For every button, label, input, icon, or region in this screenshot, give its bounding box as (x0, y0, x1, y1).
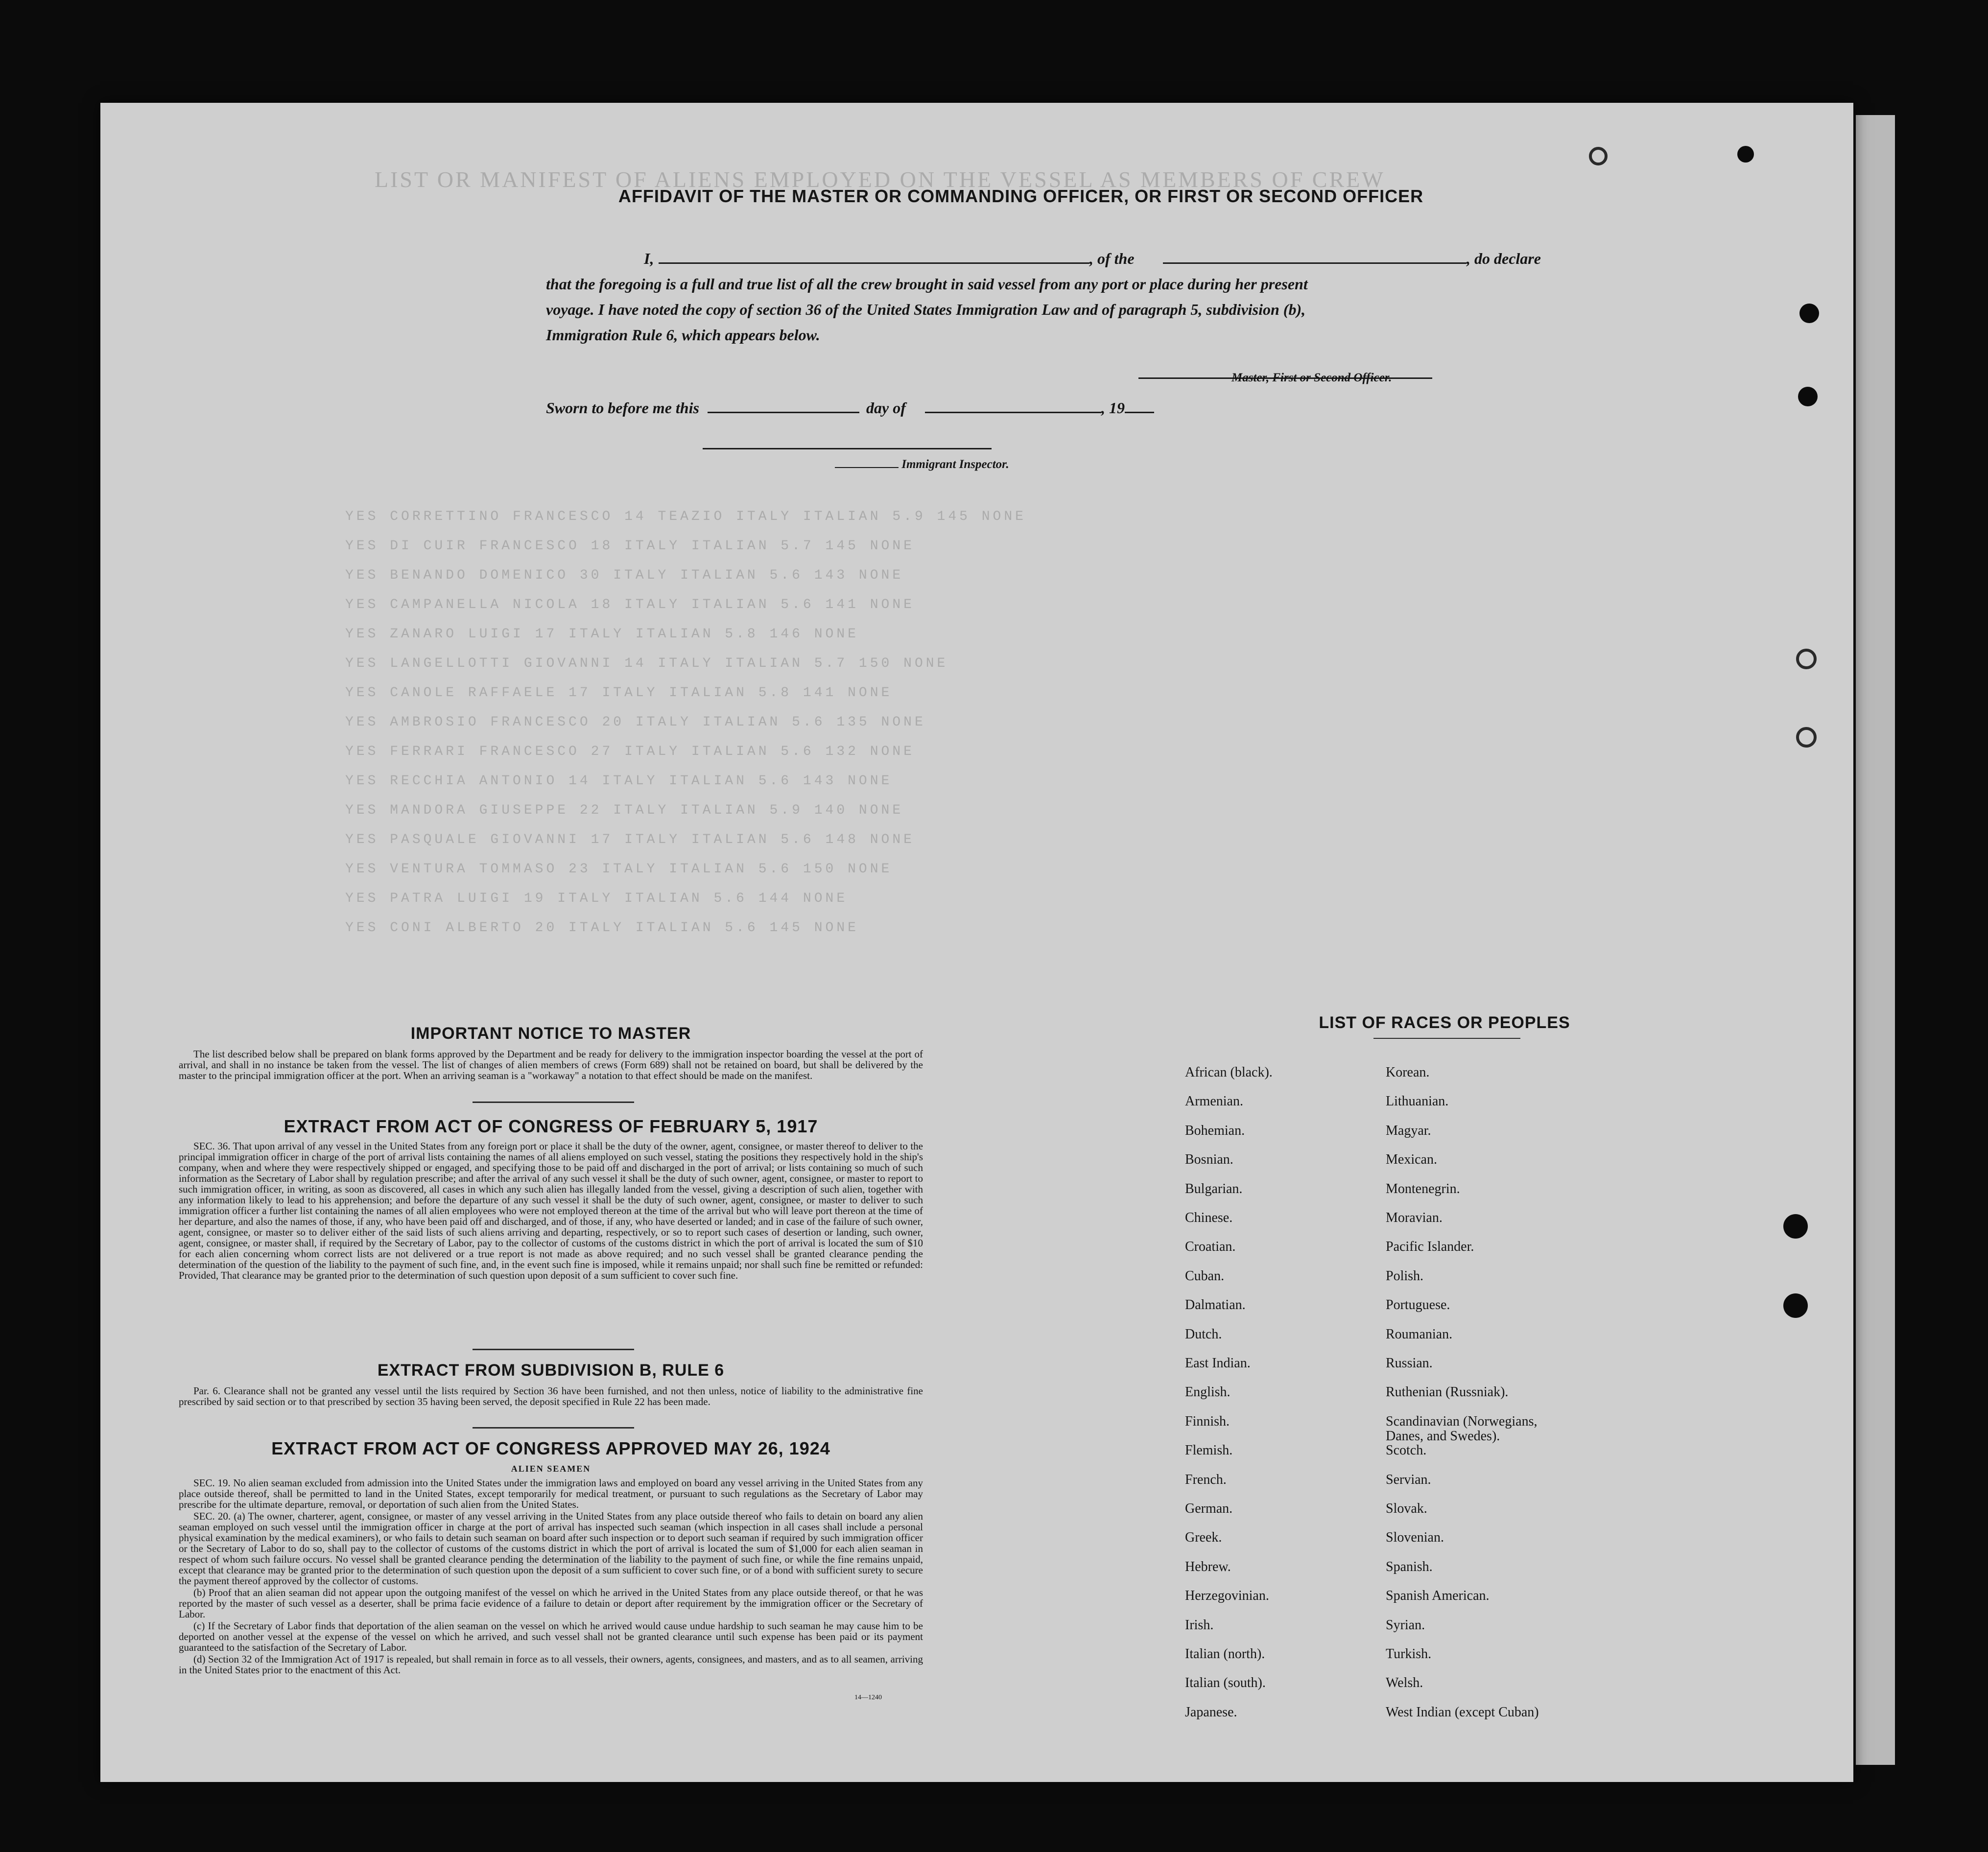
punch-hole (1783, 1293, 1808, 1318)
manifest-page (100, 103, 1853, 1782)
inspector-caption (835, 458, 1009, 471)
race-item: French. (1185, 1472, 1227, 1487)
race-item: Japanese. (1185, 1704, 1237, 1720)
bleed-through-row: YES PASQUALE GIOVANNI 17 ITALY ITALIAN 5.6 148 NONE (345, 832, 915, 847)
inspector-caption-text: Immigrant Inspector. (901, 458, 1009, 471)
inspector-signature-line[interactable] (703, 443, 992, 449)
races-underline (1373, 1038, 1520, 1039)
race-item: German. (1185, 1501, 1233, 1516)
divider-2 (473, 1349, 634, 1350)
race-item: Turkish. (1386, 1646, 1432, 1662)
affidavit-line-4: Immigration Rule 6, which appears below. (546, 326, 820, 344)
extract-1924-sec20b: (b) Proof that an alien seaman did not appear upon the outgoing manifest of the vessel on which he arrived in the United States from any place outside thereof, or that he was reported by the master of such vessel as a deserter, shall be prima facie evidence of a failure to detain or deport after requirement by the immigration officer or the Secretary of Labor. (179, 1587, 923, 1620)
extract-1924-sec20c: (c) If the Secretary of Labor finds that deportation of the alien seaman on the vessel on which he arrived would cause undue hardship to such seaman he may cause him to be deported on another vessel at the expense of the vessel on which he arrived, and such vessel shall not be granted clearance until such expense has been paid or its payment guaranteed to the satisfaction of the Secretary of Labor. (179, 1620, 923, 1653)
affidavit-line-3: voyage. I have noted the copy of section 36 of the United States Immigration Law and of paragraph 5, subdivision (b), (546, 301, 1306, 318)
affidavit-line-2: that the foregoing is a full and true list of all the crew brought in said vessel from any port or place during her present (546, 275, 1308, 293)
race-item: Armenian. (1185, 1094, 1243, 1109)
extract-1924-body (179, 1477, 923, 1676)
sworn-line (546, 399, 1154, 417)
race-item: Polish. (1386, 1268, 1424, 1284)
bleed-through-row: YES CORRETTINO FRANCESCO 14 TEAZIO ITALY ITALIAN 5.9 145 NONE (345, 509, 1026, 524)
race-item: Roumanian. (1386, 1326, 1453, 1342)
bleed-through-row: YES VENTURA TOMMASO 23 ITALY ITALIAN 5.6 150 NONE (345, 862, 893, 877)
race-item: Herzegovinian. (1185, 1588, 1269, 1604)
race-item: Moravian. (1386, 1210, 1443, 1225)
race-item: East Indian. (1185, 1356, 1251, 1371)
affidavit-of-the: , of the (1089, 250, 1135, 267)
race-item: Portuguese. (1386, 1297, 1450, 1313)
sworn-day-of: day of (866, 399, 906, 417)
race-item: Slovak. (1386, 1501, 1427, 1516)
race-item: Welsh. (1386, 1675, 1423, 1691)
punch-hole (1796, 727, 1817, 748)
extract-1917-body (179, 1141, 923, 1282)
notice-body-text: The list described below shall be prepared on blank forms approved by the Department and be ready for delivery to the immigration inspector boarding the vessel at the port of arrival, and shall in no instance be taken from the vessel. The list of changes of alien members of crews (Form 689) shall not be retained on board, but shall be delivered by the master to the principal immigration officer at the port. When an arriving seaman is a "workaway" a notation to that effect should be made on the manifest. (179, 1048, 923, 1081)
extract-1917-heading: EXTRACT FROM ACT OF CONGRESS OF FEBRUARY 5, 1917 (284, 1116, 818, 1136)
bleed-through-row: YES CANOLE RAFFAELE 17 ITALY ITALIAN 5.8 141 NONE (345, 685, 893, 701)
race-item: Irish. (1185, 1617, 1214, 1633)
race-item: Slovenian. (1386, 1530, 1444, 1546)
sworn-text: Sworn to before me this (546, 399, 699, 417)
affidavit-i: I, (644, 250, 654, 267)
race-item: Spanish American. (1386, 1588, 1490, 1604)
affidavit-heading: AFFIDAVIT OF THE MASTER OR COMMANDING OFFICER, OR FIRST OR SECOND OFFICER (618, 186, 1424, 206)
race-item: Mexican. (1386, 1152, 1437, 1168)
race-item: West Indian (except Cuban) (1386, 1704, 1539, 1720)
sworn-year-field[interactable] (1125, 399, 1154, 413)
race-item: Korean. (1386, 1065, 1430, 1080)
race-item: Bulgarian. (1185, 1181, 1243, 1196)
extract-rule6-heading: EXTRACT FROM SUBDIVISION B, RULE 6 (377, 1361, 725, 1380)
race-item: Chinese. (1185, 1210, 1233, 1225)
affidavit-line-1 (546, 250, 1555, 268)
race-item: Greek. (1185, 1530, 1222, 1546)
inspector-caption-rule (835, 460, 899, 468)
races-heading: LIST OF RACES OR PEOPLES (1319, 1013, 1570, 1032)
affidavit-declare: , do declare (1467, 250, 1541, 267)
bleed-through-row: YES ZANARO LUIGI 17 ITALY ITALIAN 5.8 146 NONE (345, 627, 859, 642)
race-item: English. (1185, 1384, 1231, 1400)
vessel-name-field[interactable] (1163, 250, 1467, 264)
extract-1924-sec19: SEC. 19. No alien seaman excluded from admission into the United States under the immigration laws and employed on board any vessel arriving in the United States from any place outside thereof, shall be permitted to land in the United States, except temporarily for medical treatment, or pursuant to such regulations as the Secretary of Labor may prescribe for the ultimate departure, removal, or deportation of such alien from the United States. (179, 1477, 923, 1510)
sworn-month-field[interactable] (925, 399, 1101, 413)
bleed-through-row: YES FERRARI FRANCESCO 27 ITALY ITALIAN 5.6 132 NONE (345, 744, 915, 759)
race-item: Spanish. (1386, 1559, 1433, 1574)
bleed-through-row: YES AMBROSIO FRANCESCO 20 ITALY ITALIAN 5.6 135 NONE (345, 715, 926, 730)
race-item: Croatian. (1185, 1239, 1236, 1255)
notice-heading: IMPORTANT NOTICE TO MASTER (410, 1024, 691, 1043)
affiant-name-field[interactable] (659, 250, 1089, 264)
race-item: Finnish. (1185, 1413, 1230, 1429)
bleed-through-row: YES PATRA LUIGI 19 ITALY ITALIAN 5.6 144 NONE (345, 891, 848, 906)
punch-hole (1796, 649, 1817, 669)
bleed-through-row: YES CAMPANELLA NICOLA 18 ITALY ITALIAN 5.6 141 NONE (345, 597, 915, 612)
race-item: Italian (south). (1185, 1675, 1266, 1691)
race-item: Bosnian. (1185, 1152, 1233, 1168)
race-item: African (black). (1185, 1065, 1273, 1080)
bleed-through-row: YES RECCHIA ANTONIO 14 ITALY ITALIAN 5.6 143 NONE (345, 774, 893, 789)
sworn-year-prefix: , 19 (1101, 399, 1125, 417)
extract-1924-heading: EXTRACT FROM ACT OF CONGRESS APPROVED MAY 26, 1924 (271, 1438, 830, 1458)
punch-hole (1783, 1214, 1808, 1239)
sworn-day-field[interactable] (708, 399, 859, 413)
race-item: Scandinavian (Norwegians, (1386, 1413, 1538, 1429)
punch-hole (1737, 146, 1754, 163)
race-item: Montenegrin. (1386, 1181, 1460, 1196)
race-item: Magyar. (1386, 1123, 1431, 1138)
bleed-through-row: YES BENANDO DOMENICO 30 ITALY ITALIAN 5.6 143 NONE (345, 568, 904, 583)
divider-1 (473, 1102, 634, 1103)
race-item: Ruthenian (Russniak). (1386, 1384, 1509, 1400)
extract-1917-text: SEC. 36. That upon arrival of any vessel in the United States from any foreign port or place it shall be the duty of the owner, agent, consignee, or master thereof to deliver to the principal immigration officer in charge of the port of arrival lists containing the names of all aliens employed on such vessel, stating the positions they respectively hold in the ship's company, when and where they were respectively shipped or engaged, and specifying those to be paid off and discharged in the port of arrival; or lists containing so much of such information as the Secretary of Labor shall by regulation prescribe; and after the arrival of any such vessel it shall be the duty of such owner, agent, consignee, or master to report to such immigration officer, in writing, as soon as discovered, all cases in which any such alien has illegally landed from the vessel, giving a description of such alien, together with any information likely to lead to his apprehension; and before the departure of any such vessel it shall be the duty of such owner, agent, consignee, or master to deliver to such immigration officer a further list containing the names of all alien employees who were not employed thereon at the time of the arrival but who will leave port thereon at the time of her departure, and also the names of those, if any, who have been paid off and discharged, and of those, if any, who have deserted or landed; and in case of the failure of such owner, agent, consignee, or master so to deliver either of the said lists of such aliens arriving and departing, respectively, or so to report such cases of desertion or landing, such owner, agent, consignee, or master shall, if required by the Secretary of Labor, pay to the collector of customs of the customs district in which the port of arrival is located the sum of $10 for each alien concerning whom correct lists are not delivered or a true report is not made as above required; and no such vessel shall be granted clearance pending the determination of the question of the liability to the payment of such fine, and, in the event such fine is imposed, while it remains unpaid; nor shall such fine be remitted or refunded: Provided, That clearance may be granted prior to the determination of such question upon deposit of a sum sufficient to cover such fine. (179, 1140, 923, 1281)
underlying-page-edge (1856, 115, 1895, 1765)
bleed-through-title: LIST OR MANIFEST OF ALIENS EMPLOYED ON THE VESSEL AS MEMBERS OF CREW (375, 167, 1385, 192)
notice-body (179, 1049, 923, 1082)
race-item: Pacific Islander. (1386, 1239, 1474, 1255)
race-item: Danes, and Swedes). (1386, 1428, 1500, 1444)
race-item: Dutch. (1185, 1326, 1222, 1342)
punch-hole (1799, 304, 1819, 323)
punch-hole (1589, 147, 1608, 165)
race-item: Scotch. (1386, 1443, 1427, 1458)
master-caption: Master, First or Second Officer. (1231, 371, 1392, 384)
race-item: Flemish. (1185, 1443, 1233, 1458)
bleed-through-row: YES DI CUIR FRANCESCO 18 ITALY ITALIAN 5.7 145 NONE (345, 539, 915, 554)
extract-1924-sec20d: (d) Section 32 of the Immigration Act of 1917 is repealed, but shall remain in force as to all vessels, their owners, agents, consignees, and masters, and as to all seamen, arriving in the United States prior to the enactment of this Act. (179, 1653, 923, 1676)
race-item: Bohemian. (1185, 1123, 1245, 1138)
bleed-through-row: YES MANDORA GIUSEPPE 22 ITALY ITALIAN 5.9 140 NONE (345, 803, 904, 818)
race-item: Servian. (1386, 1472, 1431, 1487)
race-item: Italian (north). (1185, 1646, 1265, 1662)
punch-hole (1798, 387, 1818, 406)
race-item: Dalmatian. (1185, 1297, 1246, 1313)
race-item: Lithuanian. (1386, 1094, 1449, 1109)
form-number: 14—1240 (854, 1694, 882, 1701)
race-item: Syrian. (1386, 1617, 1425, 1633)
race-item: Cuban. (1185, 1268, 1225, 1284)
race-item: Hebrew. (1185, 1559, 1231, 1574)
divider-3 (473, 1427, 634, 1429)
extract-rule6-body (179, 1385, 923, 1408)
extract-rule6-text: Par. 6. Clearance shall not be granted any vessel until the lists required by Section 36 have been furnished, and not then unless, notice of liability to the administrative fine prescribed by said section or to that prescribed by section 35 having been served, the deposit specified in Rule 22 has been made. (179, 1385, 923, 1407)
race-item: Russian. (1386, 1356, 1433, 1371)
extract-1924-subheading: ALIEN SEAMEN (511, 1464, 591, 1474)
bleed-through-row: YES LANGELLOTTI GIOVANNI 14 ITALY ITALIAN 5.7 150 NONE (345, 656, 948, 671)
extract-1924-sec20a: SEC. 20. (a) The owner, charterer, agent, consignee, or master of any vessel arriving in the United States from any place outside thereof who fails to detain on board any alien seaman employed on such vessel until the immigration officer in charge at the port of arrival has inspected such seaman (which inspection in all cases shall include a personal physical examination by the medical examiners), or who fails to detain such seaman on board after such inspection or to deport such seaman if required by such immigration officer or the Secretary of Labor to do so, shall pay to the collector of customs of the customs district in which the port of arrival is located the sum of $1,000 for each alien seaman in respect of whom such failure occurs. No vessel shall be granted clearance pending the determination of the liability to the payment of such fine, or while the fine remains unpaid, except that clearance may be granted prior to the determination of such question upon the deposit of a sum sufficient to cover such fine, or of a bond with sufficient surety to secure the payment thereof approved by the collector of customs. (179, 1510, 923, 1587)
bleed-through-row: YES CONI ALBERTO 20 ITALY ITALIAN 5.6 145 NONE (345, 920, 859, 936)
